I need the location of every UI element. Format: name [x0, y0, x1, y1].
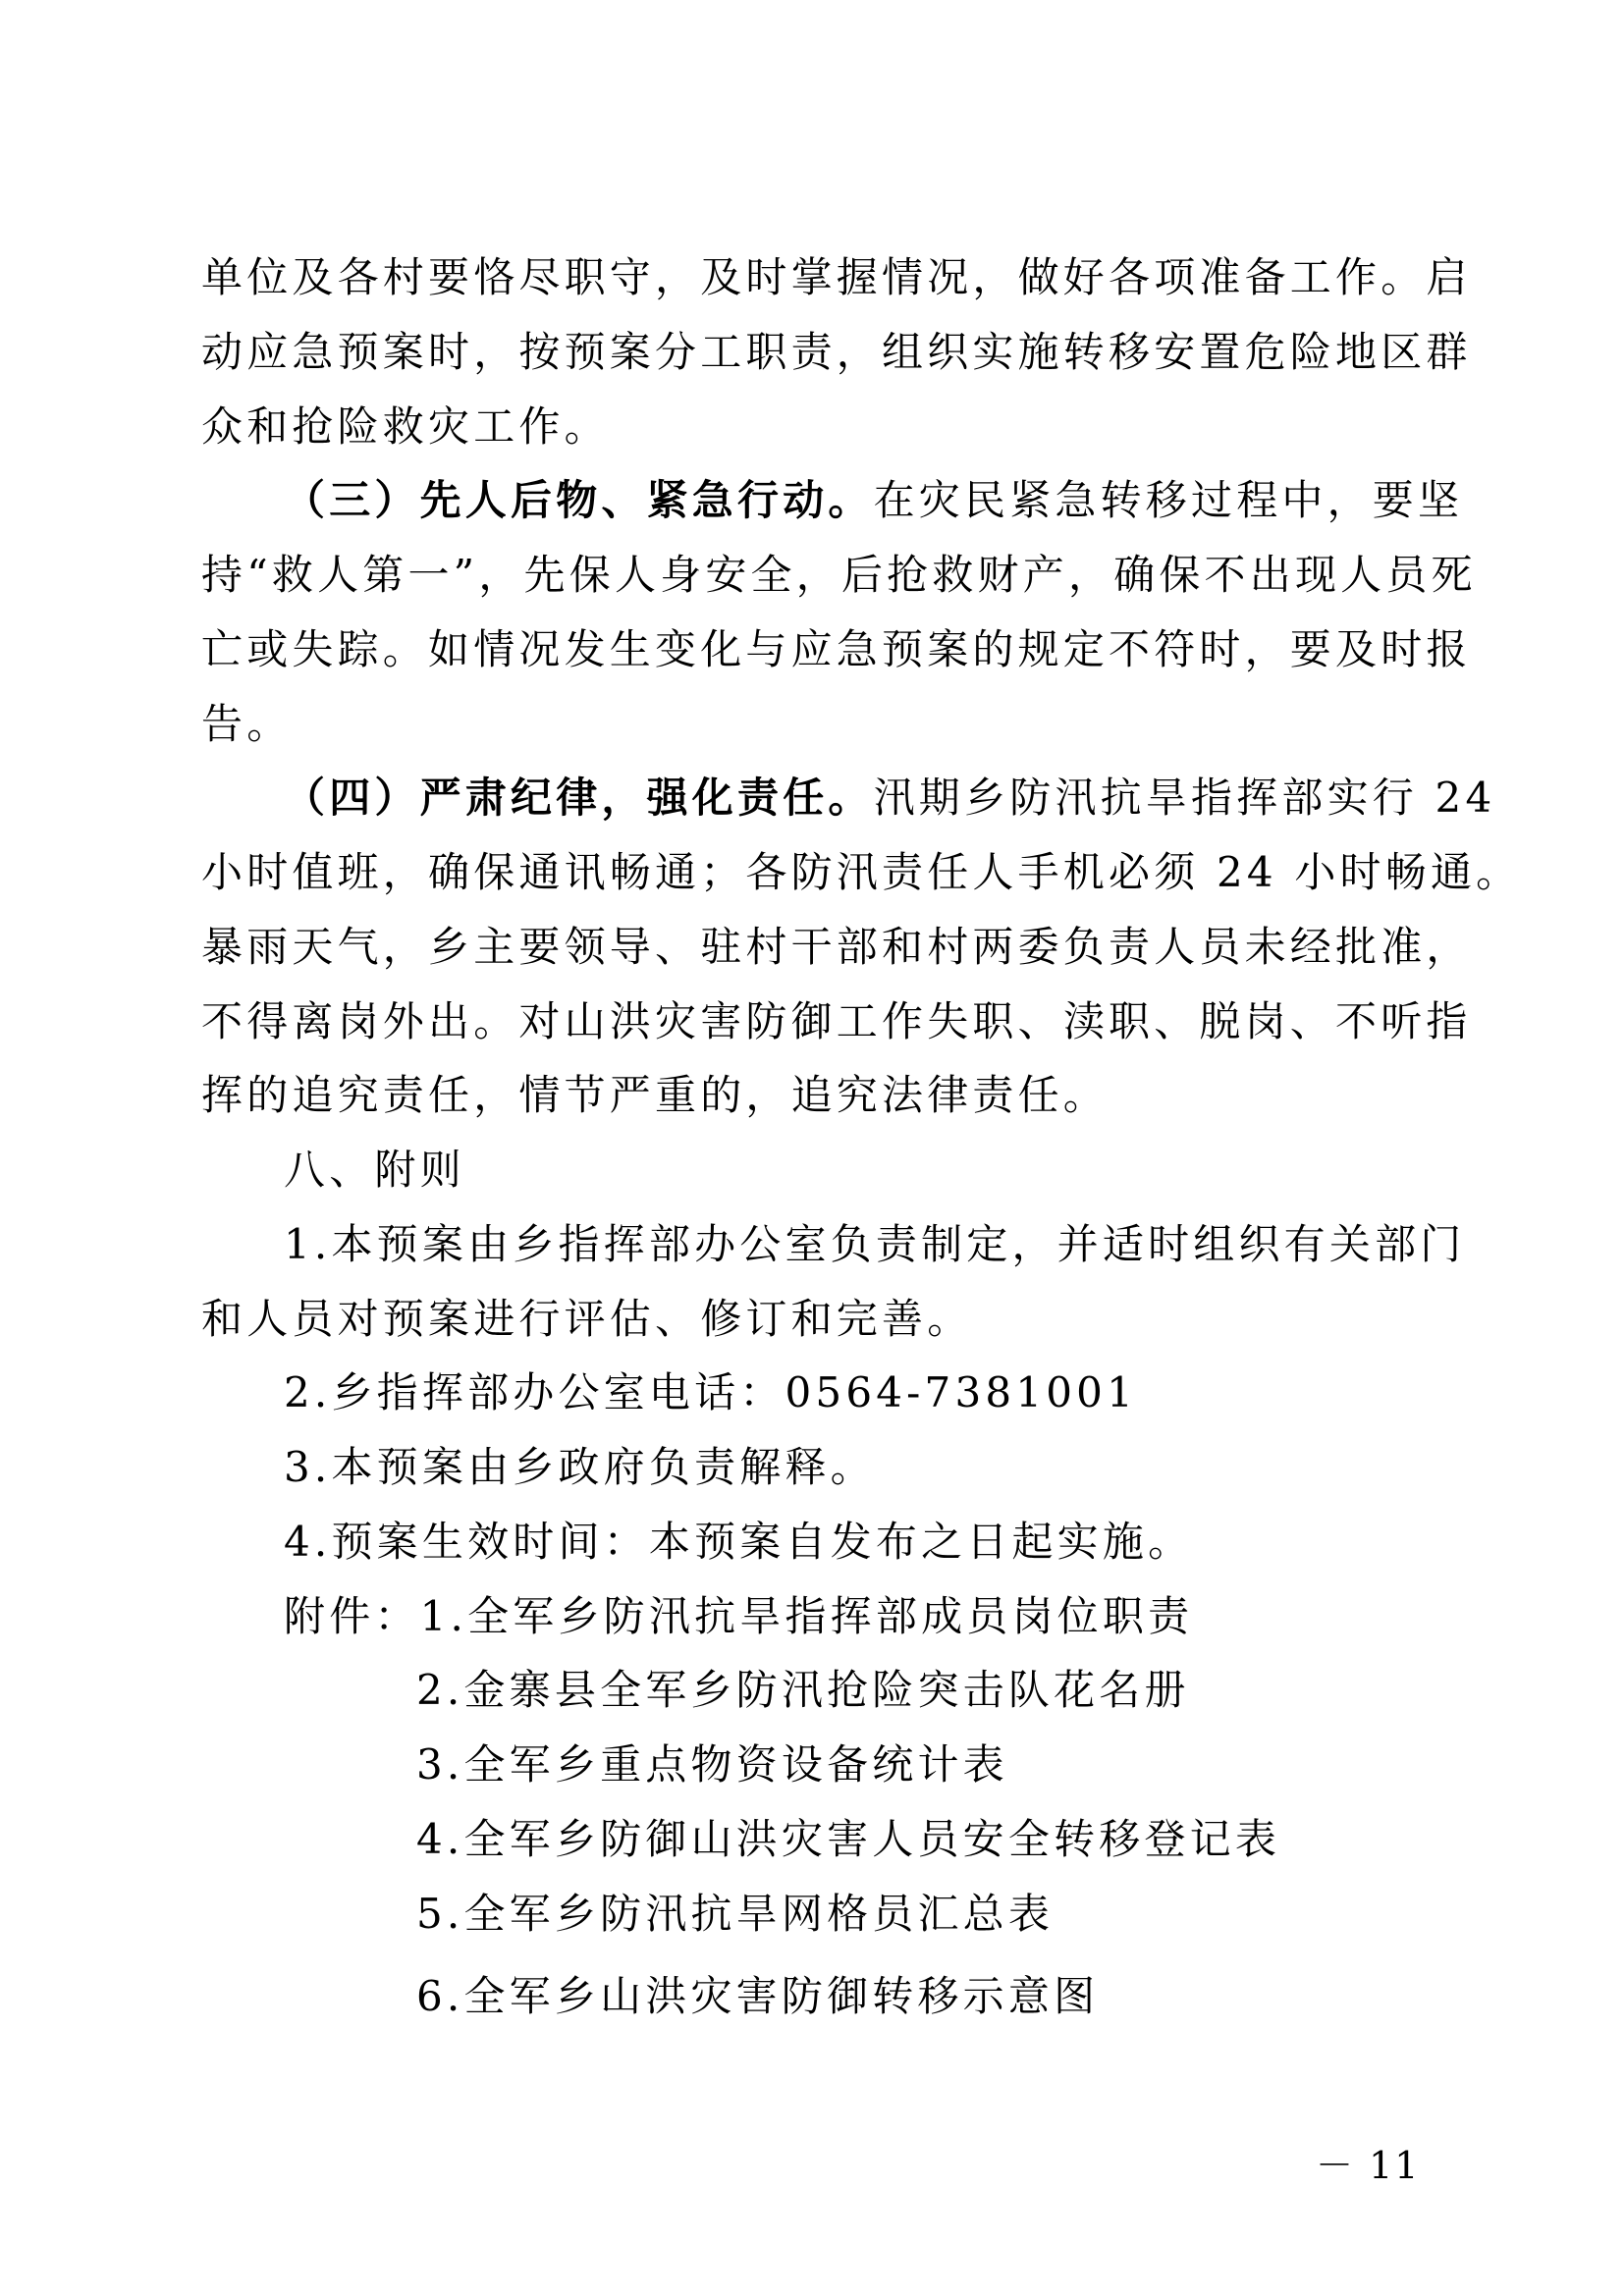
- paragraph-line: 挥的追究责任，情节严重的，追究法律责任。: [201, 1071, 1110, 1119]
- section-8-item-2: 2.乡指挥部办公室电话：0564-7381001: [284, 1368, 1138, 1416]
- section-4-heading: （四）严肃纪律，强化责任。: [284, 774, 874, 822]
- paragraph-line: 告。: [201, 700, 293, 748]
- section-8-title: 八、附则: [284, 1146, 465, 1194]
- paragraph-line: 单位及各村要恪尽职守，及时掌握情况，做好各项准备工作。启: [201, 253, 1472, 301]
- attachment-item: 1.全军乡防汛抗旱指挥部成员岗位职责: [419, 1592, 1194, 1640]
- paragraph-line: 亡或失踪。如情况发生变化与应急预案的规定不符时，要及时报: [201, 625, 1472, 673]
- section-8-item-1: 1.本预案由乡指挥部办公室负责制定，并适时组织有关部门: [284, 1220, 1466, 1268]
- attachment-item: 2.金寨县全军乡防汛抢险突击队花名册: [416, 1666, 1190, 1714]
- paragraph-line: 不得离岗外出。对山洪灾害防御工作失职、渎职、脱岗、不听指: [201, 997, 1472, 1045]
- attachment-item: 3.全军乡重点物资设备统计表: [416, 1740, 1008, 1789]
- attachments-first-line: [284, 1579, 1501, 1654]
- section-8-item-3: 3.本预案由乡政府负责解释。: [284, 1443, 876, 1491]
- section-3-heading: （三）先人后物、紧急行动。: [284, 476, 874, 524]
- section-8-item-4: 4.预案生效时间：本预案自发布之日起实施。: [284, 1518, 1194, 1566]
- paragraph-line: 动应急预案时，按预案分工职责，组织实施转移安置危险地区群: [201, 328, 1472, 376]
- paragraph-line: 众和抢险救灾工作。: [201, 402, 610, 451]
- attachment-item: 6.全军乡山洪灾害防御转移示意图: [416, 1972, 1100, 2020]
- section-4-first-line: [284, 761, 1501, 835]
- page-number: － 11: [1316, 2144, 1421, 2187]
- section-8-item-1-cont: 和人员对预案进行评估、修订和完善。: [201, 1295, 973, 1343]
- attachments-label: 附件：: [284, 1592, 420, 1640]
- paragraph-line: 小时值班，确保通讯畅通；各防汛责任人手机必须 24 小时畅通。: [201, 848, 1522, 896]
- attachment-item: 5.全军乡防汛抗旱网格员汇总表: [416, 1890, 1055, 1938]
- section-3-text: 在灾民紧急转移过程中，要坚: [873, 476, 1464, 524]
- paragraph-line: 持“救人第一”，先保人身安全，后抢救财产，确保不出现人员死: [201, 551, 1477, 599]
- paragraph-line: 暴雨天气，乡主要领导、驻村干部和村两委负责人员未经批准，: [201, 923, 1472, 971]
- attachment-item: 4.全军乡防御山洪灾害人员安全转移登记表: [416, 1815, 1281, 1863]
- section-4-text: 汛期乡防汛抗旱指挥部实行 24: [873, 774, 1496, 822]
- section-3-first-line: [284, 463, 1501, 538]
